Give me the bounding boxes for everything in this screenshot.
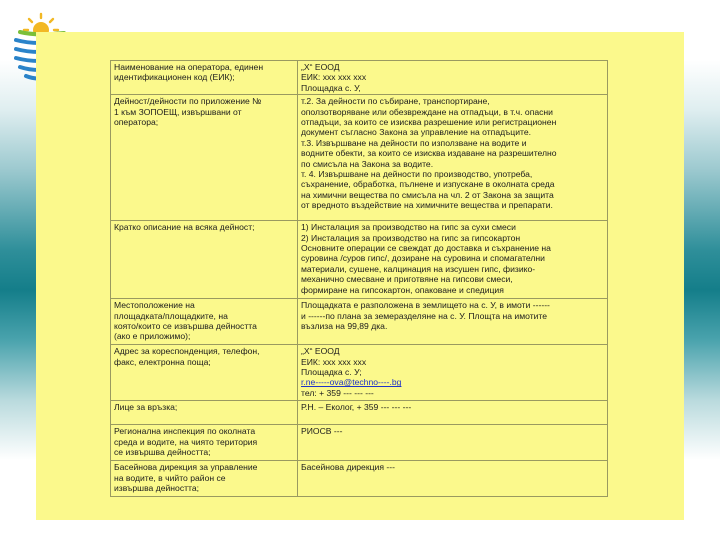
field-value: РИОСВ --- bbox=[298, 425, 608, 461]
field-value: „Х“ ЕООД ЕИК: ххх ххх ххх Площадка с. У, bbox=[298, 61, 608, 95]
table-row bbox=[111, 95, 608, 221]
field-label: Наименование на оператора, единен идентификационен код (ЕИК); bbox=[111, 61, 298, 95]
field-value: „Х“ ЕООД ЕИК: ххх ххх ххх Площадка с. У; r.ne-----ova@techno----.bg тел: + 359 --- --- --- bbox=[298, 345, 608, 401]
operator-info-table bbox=[110, 60, 608, 497]
table-row bbox=[111, 401, 608, 425]
field-value: т.2. За дейности по събиране, транспортиране, оползотворяване или обезвреждане на отпадъци, в т.ч. опасни отпадъци, за които се изисква разрешение или регистрационен документ съгласно Закона за управление на отпадъците. т.3. Извършване на дейности по използване на водите и водните обекти, за които се изисква издаване на разрешително по смисъла на Закона за водите. т. 4. Извършване на дейности по производство, употреба, съхранение, обработка, пълнене и изпускане в околната среда на химични вещества по смисъла на чл. 2 от Закона за защита от вредното въздействие на химичните вещества и препарати. bbox=[298, 95, 608, 221]
table-row bbox=[111, 425, 608, 461]
field-label: Лице за връзка; bbox=[111, 401, 298, 425]
table-row bbox=[111, 61, 608, 95]
table-row bbox=[111, 461, 608, 497]
table-row bbox=[111, 299, 608, 345]
field-label: Дейност/дейности по приложение № 1 към ЗОПОЕЩ, извършвани от оператора; bbox=[111, 95, 298, 221]
table-row bbox=[111, 345, 608, 401]
email-link[interactable]: r.ne-----ova@techno----.bg bbox=[301, 377, 402, 388]
field-value: Площадката е разположена в землището на с. У, в имоти ------ и ------по плана за земеразделяне на с. У. Площта на имотите възлиза на 99,89 дка. bbox=[298, 299, 608, 345]
field-label: Адрес за кореспонденция, телефон, факс, електронна поща; bbox=[111, 345, 298, 401]
field-value: 1) Инсталация за производство на гипс за сухи смеси 2) Инсталация за производство на гипс за гипсокартон Основните операции се свеждат до доставка и съхранение на суровина /суров гипс/, дозиране на суровина и спомагателни материали, сушене, калцинация на изсушен гипс, физико- механично смесване и приготвяне на гипсови смеси, формиране на гипсокартон, опаковане и спедиция bbox=[298, 221, 608, 299]
table-row bbox=[111, 221, 608, 299]
field-label: Басейнова дирекция за управление на водите, в чийто район се извършва дейността; bbox=[111, 461, 298, 497]
field-label: Регионална инспекция по околната среда и водите, на чиято територия се извършва дейността; bbox=[111, 425, 298, 461]
field-value: Басейнова дирекция --- bbox=[298, 461, 608, 497]
field-label: Кратко описание на всяка дейност; bbox=[111, 221, 298, 299]
field-label: Местоположение на площадката/площадките, на която/които се извършва дейността (ако е приложимо); bbox=[111, 299, 298, 345]
field-value: Р.Н. – Еколог, + 359 --- --- --- bbox=[298, 401, 608, 425]
phone-number: тел: + 359 --- --- --- bbox=[301, 387, 374, 398]
